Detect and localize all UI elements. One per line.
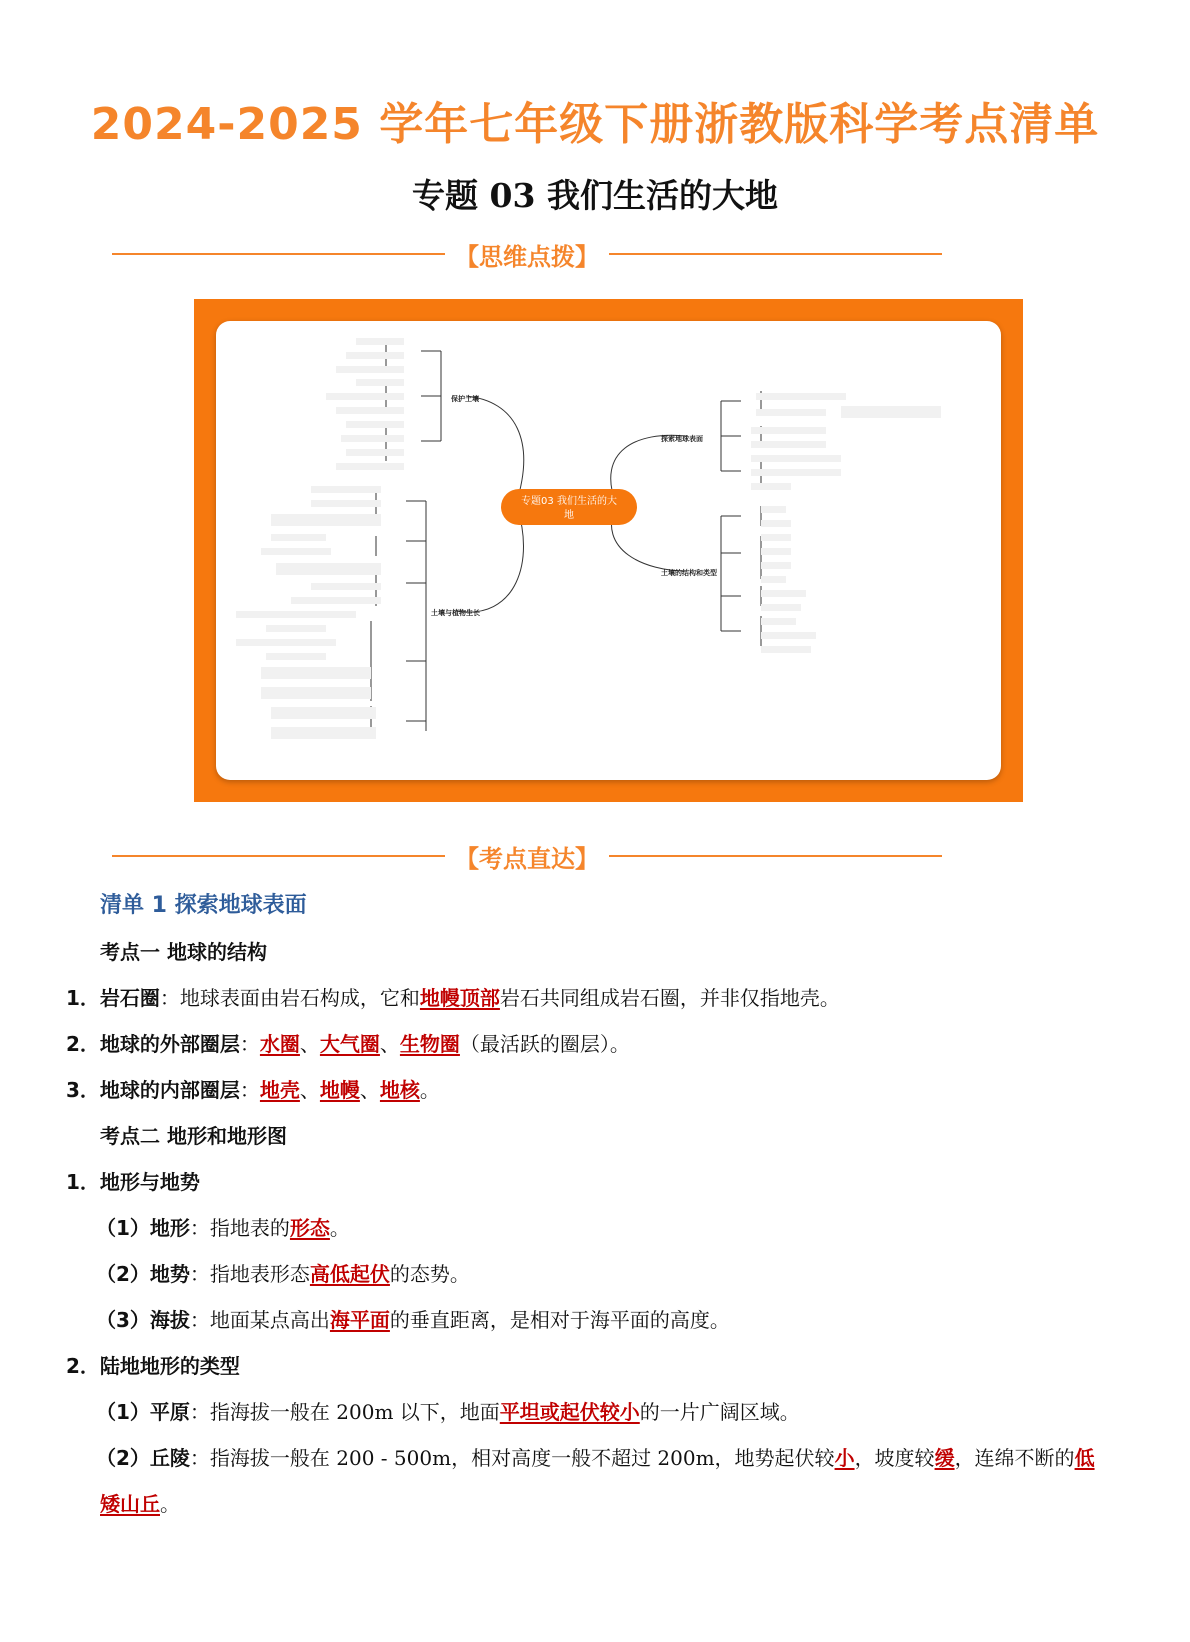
section-label-points: 【考点直达】 xyxy=(455,844,599,873)
hill-definition-line1 xyxy=(96,1442,1095,1471)
section-divider-points xyxy=(112,838,942,874)
answer-highlight: 大气圈 xyxy=(319,1032,380,1056)
item-label: 海拔 xyxy=(149,1308,190,1332)
item-text: ：地球表面由岩石构成，它和 xyxy=(159,986,420,1010)
answer-highlight: 海平面 xyxy=(329,1308,390,1332)
answer-highlight: 平坦或起伏较小 xyxy=(499,1400,640,1424)
item-label: 岩石圈 xyxy=(99,986,160,1010)
separator: 、 xyxy=(299,1078,320,1102)
answer-highlight: 小 xyxy=(834,1446,855,1470)
answer-highlight: 地幔 xyxy=(319,1078,360,1102)
mindmap-connectors xyxy=(371,341,761,736)
answer-highlight: 生物圈 xyxy=(399,1032,460,1056)
divider-line-right xyxy=(609,253,942,255)
item-label: 平原 xyxy=(149,1400,190,1424)
mindmap-branch-protect: 保护土壤 xyxy=(451,395,479,403)
mindmap-center-line1: 专题03 我们生活的大 xyxy=(521,496,617,507)
answer-highlight: 形态 xyxy=(289,1216,330,1240)
altitude-definition xyxy=(96,1304,730,1333)
answer-highlight: 地壳 xyxy=(259,1078,300,1102)
point1-heading: 考点一 地球的结构 xyxy=(100,940,267,964)
item-text: ，坡度较 xyxy=(854,1446,935,1470)
topic-title: 专题 03 我们生活的大地 xyxy=(412,176,778,215)
item-text: ，连绵不断的 xyxy=(954,1446,1075,1470)
item-label: 地球的外部圈层 xyxy=(99,1032,240,1056)
mindmap-card xyxy=(216,321,1001,780)
separator: 、 xyxy=(299,1032,320,1056)
item-text: ：地面某点高出 xyxy=(189,1308,330,1332)
item-text: 。 xyxy=(329,1216,350,1240)
mindmap-svg xyxy=(216,321,1001,780)
item-text: 岩石共同组成岩石圈，并非仅指地壳。 xyxy=(499,986,840,1010)
section-divider-thinking xyxy=(112,236,942,272)
answer-highlight: 高低起伏 xyxy=(309,1262,390,1286)
divider-line-left xyxy=(112,855,445,857)
point1-item-1 xyxy=(66,982,840,1011)
item-text: ： xyxy=(239,1032,260,1056)
separator: 、 xyxy=(379,1032,400,1056)
item-label: 丘陵 xyxy=(149,1446,190,1470)
point1-item-2 xyxy=(66,1028,630,1057)
mindmap-branch-explore: 探索地球表面 xyxy=(661,435,703,443)
terrain-definition xyxy=(96,1258,470,1287)
answer-highlight: 水圈 xyxy=(259,1032,300,1056)
mindmap-leaf-bars xyxy=(236,338,941,739)
list-heading: 清单 1 探索地球表面 xyxy=(100,893,307,918)
hill-definition-line2 xyxy=(100,1488,180,1517)
plain-definition xyxy=(96,1396,800,1425)
item-label: 地势 xyxy=(149,1262,190,1286)
item-number: 3． xyxy=(66,1078,100,1102)
item-number: （3） xyxy=(96,1308,150,1332)
item-text: 的垂直距离，是相对于海平面的高度。 xyxy=(389,1308,730,1332)
item-number: 1． xyxy=(66,986,100,1010)
divider-line-left xyxy=(112,253,445,255)
item-text: ：指地表的 xyxy=(189,1216,290,1240)
mindmap-figure xyxy=(194,299,1023,802)
answer-highlight: 矮山丘 xyxy=(100,1492,160,1516)
divider-line-right xyxy=(609,855,942,857)
answer-highlight: 缓 xyxy=(934,1446,955,1470)
point1-item-3 xyxy=(66,1074,440,1103)
item-text: 的态势。 xyxy=(389,1262,470,1286)
item-text: ： xyxy=(239,1078,260,1102)
answer-highlight: 地核 xyxy=(379,1078,420,1102)
sub-title: 1．地形与地势 xyxy=(66,1170,200,1194)
point2-heading: 考点二 地形和地形图 xyxy=(100,1124,287,1148)
item-number: （2） xyxy=(96,1262,150,1286)
item-text: 的一片广阔区域。 xyxy=(639,1400,800,1424)
answer-highlight: 低 xyxy=(1074,1446,1095,1470)
mindmap-center-line2: 地 xyxy=(564,510,574,521)
point2-sub1-title xyxy=(66,1166,200,1195)
landform-definition xyxy=(96,1212,350,1241)
item-number: （2） xyxy=(96,1446,150,1470)
item-label: 地形 xyxy=(149,1216,190,1240)
item-number: 2． xyxy=(66,1032,100,1056)
item-text: 。 xyxy=(419,1078,440,1102)
separator: 、 xyxy=(359,1078,380,1102)
point2-sub2-title xyxy=(66,1350,240,1379)
item-number: （1） xyxy=(96,1400,150,1424)
document-title: 2024-2025 学年七年级下册浙教版科学考点清单 xyxy=(90,99,1100,150)
answer-highlight: 地幔顶部 xyxy=(419,986,500,1010)
mindmap-branch-structure: 土壤的结构和类型 xyxy=(661,569,717,577)
sub-title: 2．陆地地形的类型 xyxy=(66,1354,240,1378)
item-label: 地球的内部圈层 xyxy=(99,1078,240,1102)
item-text: ：指地表形态 xyxy=(189,1262,310,1286)
item-text: ：指海拔一般在 200 - 500m，相对高度一般不超过 200m，地势起伏较 xyxy=(189,1446,835,1470)
mindmap-branch-plant: 土壤与植物生长 xyxy=(431,609,480,617)
item-number: （1） xyxy=(96,1216,150,1240)
item-text: （最活跃的圈层）。 xyxy=(459,1032,630,1056)
item-text: 。 xyxy=(160,1492,180,1516)
item-text: ：指海拔一般在 200m 以下，地面 xyxy=(189,1400,500,1424)
section-label-thinking: 【思维点拨】 xyxy=(455,242,599,271)
